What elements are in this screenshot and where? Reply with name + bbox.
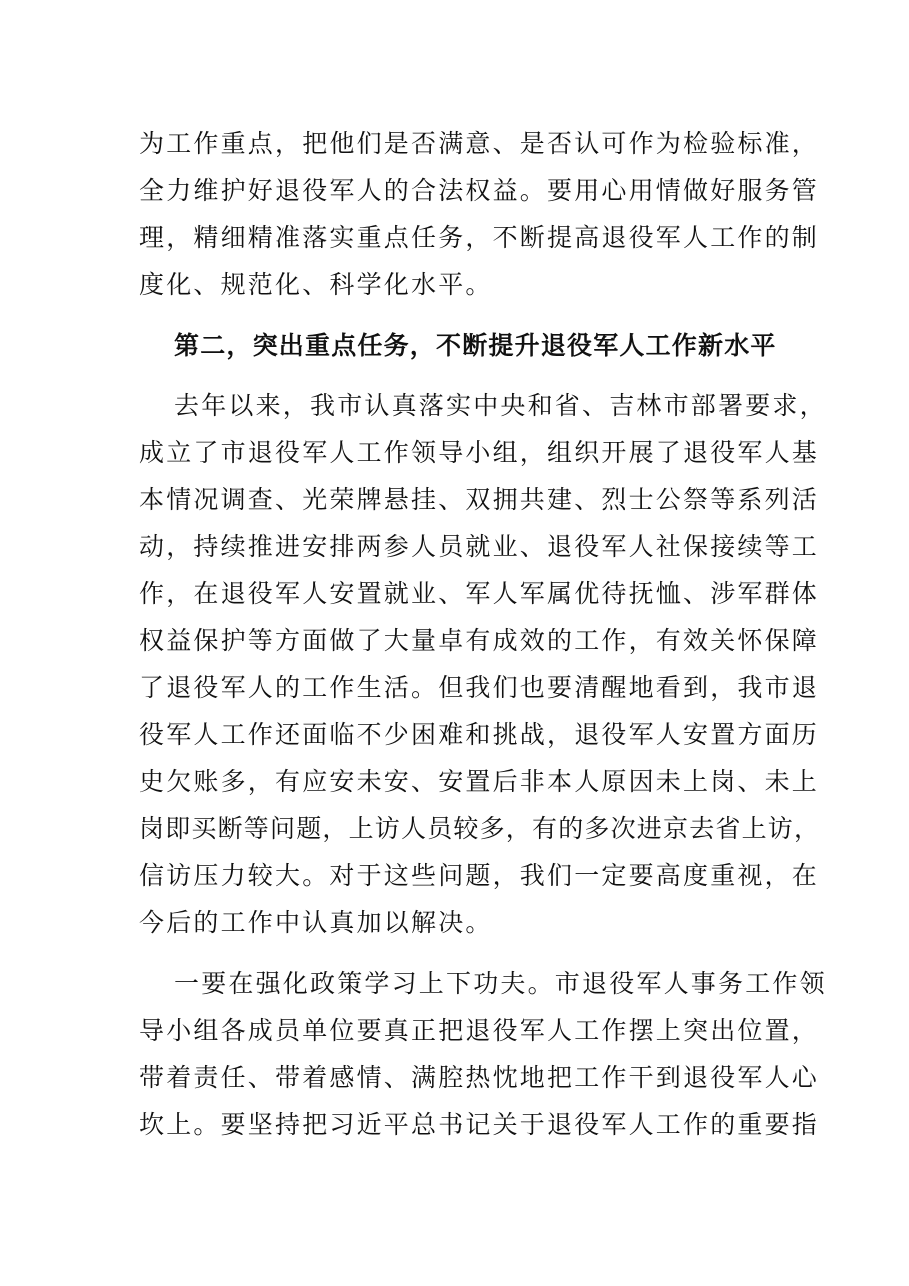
paragraph-line: 了退役军人的工作生活。但我们也要清醒地看到，我市退 — [139, 673, 820, 702]
paragraph-line: 理，精细精准落实重点任务，不断提高退役军人工作的制 — [139, 223, 820, 252]
paragraph-line: 信访压力较大。对于这些问题，我们一定要高度重视，在 — [139, 861, 820, 890]
paragraph-line: 带着责任、带着感情、满腔热忱地把工作干到退役军人心 — [139, 1063, 820, 1092]
paragraph-line: 去年以来，我市认真落实中央和省、吉林市部署要求， — [174, 391, 827, 420]
paragraph-line: 权益保护等方面做了大量卓有成效的工作，有效关怀保障 — [139, 626, 820, 655]
paragraph-line: 坎上。要坚持把习近平总书记关于退役军人工作的重要指 — [139, 1110, 820, 1139]
paragraph-line: 为工作重点，把他们是否满意、是否认可作为检验标准， — [139, 129, 820, 158]
paragraph-line: 动，持续推进安排两参人员就业、退役军人社保接续等工 — [139, 532, 820, 561]
paragraph-line: 岗即买断等问题，上访人员较多，有的多次进京去省上访， — [139, 814, 821, 843]
paragraph-line: 今后的工作中认真加以解决。 — [139, 908, 493, 937]
paragraph-line: 一要在强化政策学习上下功夫。市退役军人事务工作领 — [174, 969, 827, 998]
paragraph-line: 作，在退役军人安置就业、军人军属优待抚恤、涉军群体 — [139, 579, 820, 608]
paragraph-line: 全力维护好退役军人的合法权益。要用心用情做好服务管 — [139, 176, 820, 205]
paragraph-line: 度化、规范化、科学化水平。 — [139, 270, 493, 299]
paragraph-line: 史欠账多，有应安未安、安置后非本人原因未上岗、未上 — [139, 767, 820, 796]
paragraph-line: 役军人工作还面临不少困难和挑战，退役军人安置方面历 — [139, 720, 820, 749]
paragraph-line: 本情况调查、光荣牌悬挂、双拥共建、烈士公祭等系列活 — [139, 485, 820, 514]
paragraph-line: 成立了市退役军人工作领导小组，组织开展了退役军人基 — [139, 438, 820, 467]
paragraph-line: 导小组各成员单位要真正把退役军人工作摆上突出位置， — [139, 1016, 820, 1045]
section-heading: 第二，突出重点任务，不断提升退役军人工作新水平 — [174, 331, 777, 360]
